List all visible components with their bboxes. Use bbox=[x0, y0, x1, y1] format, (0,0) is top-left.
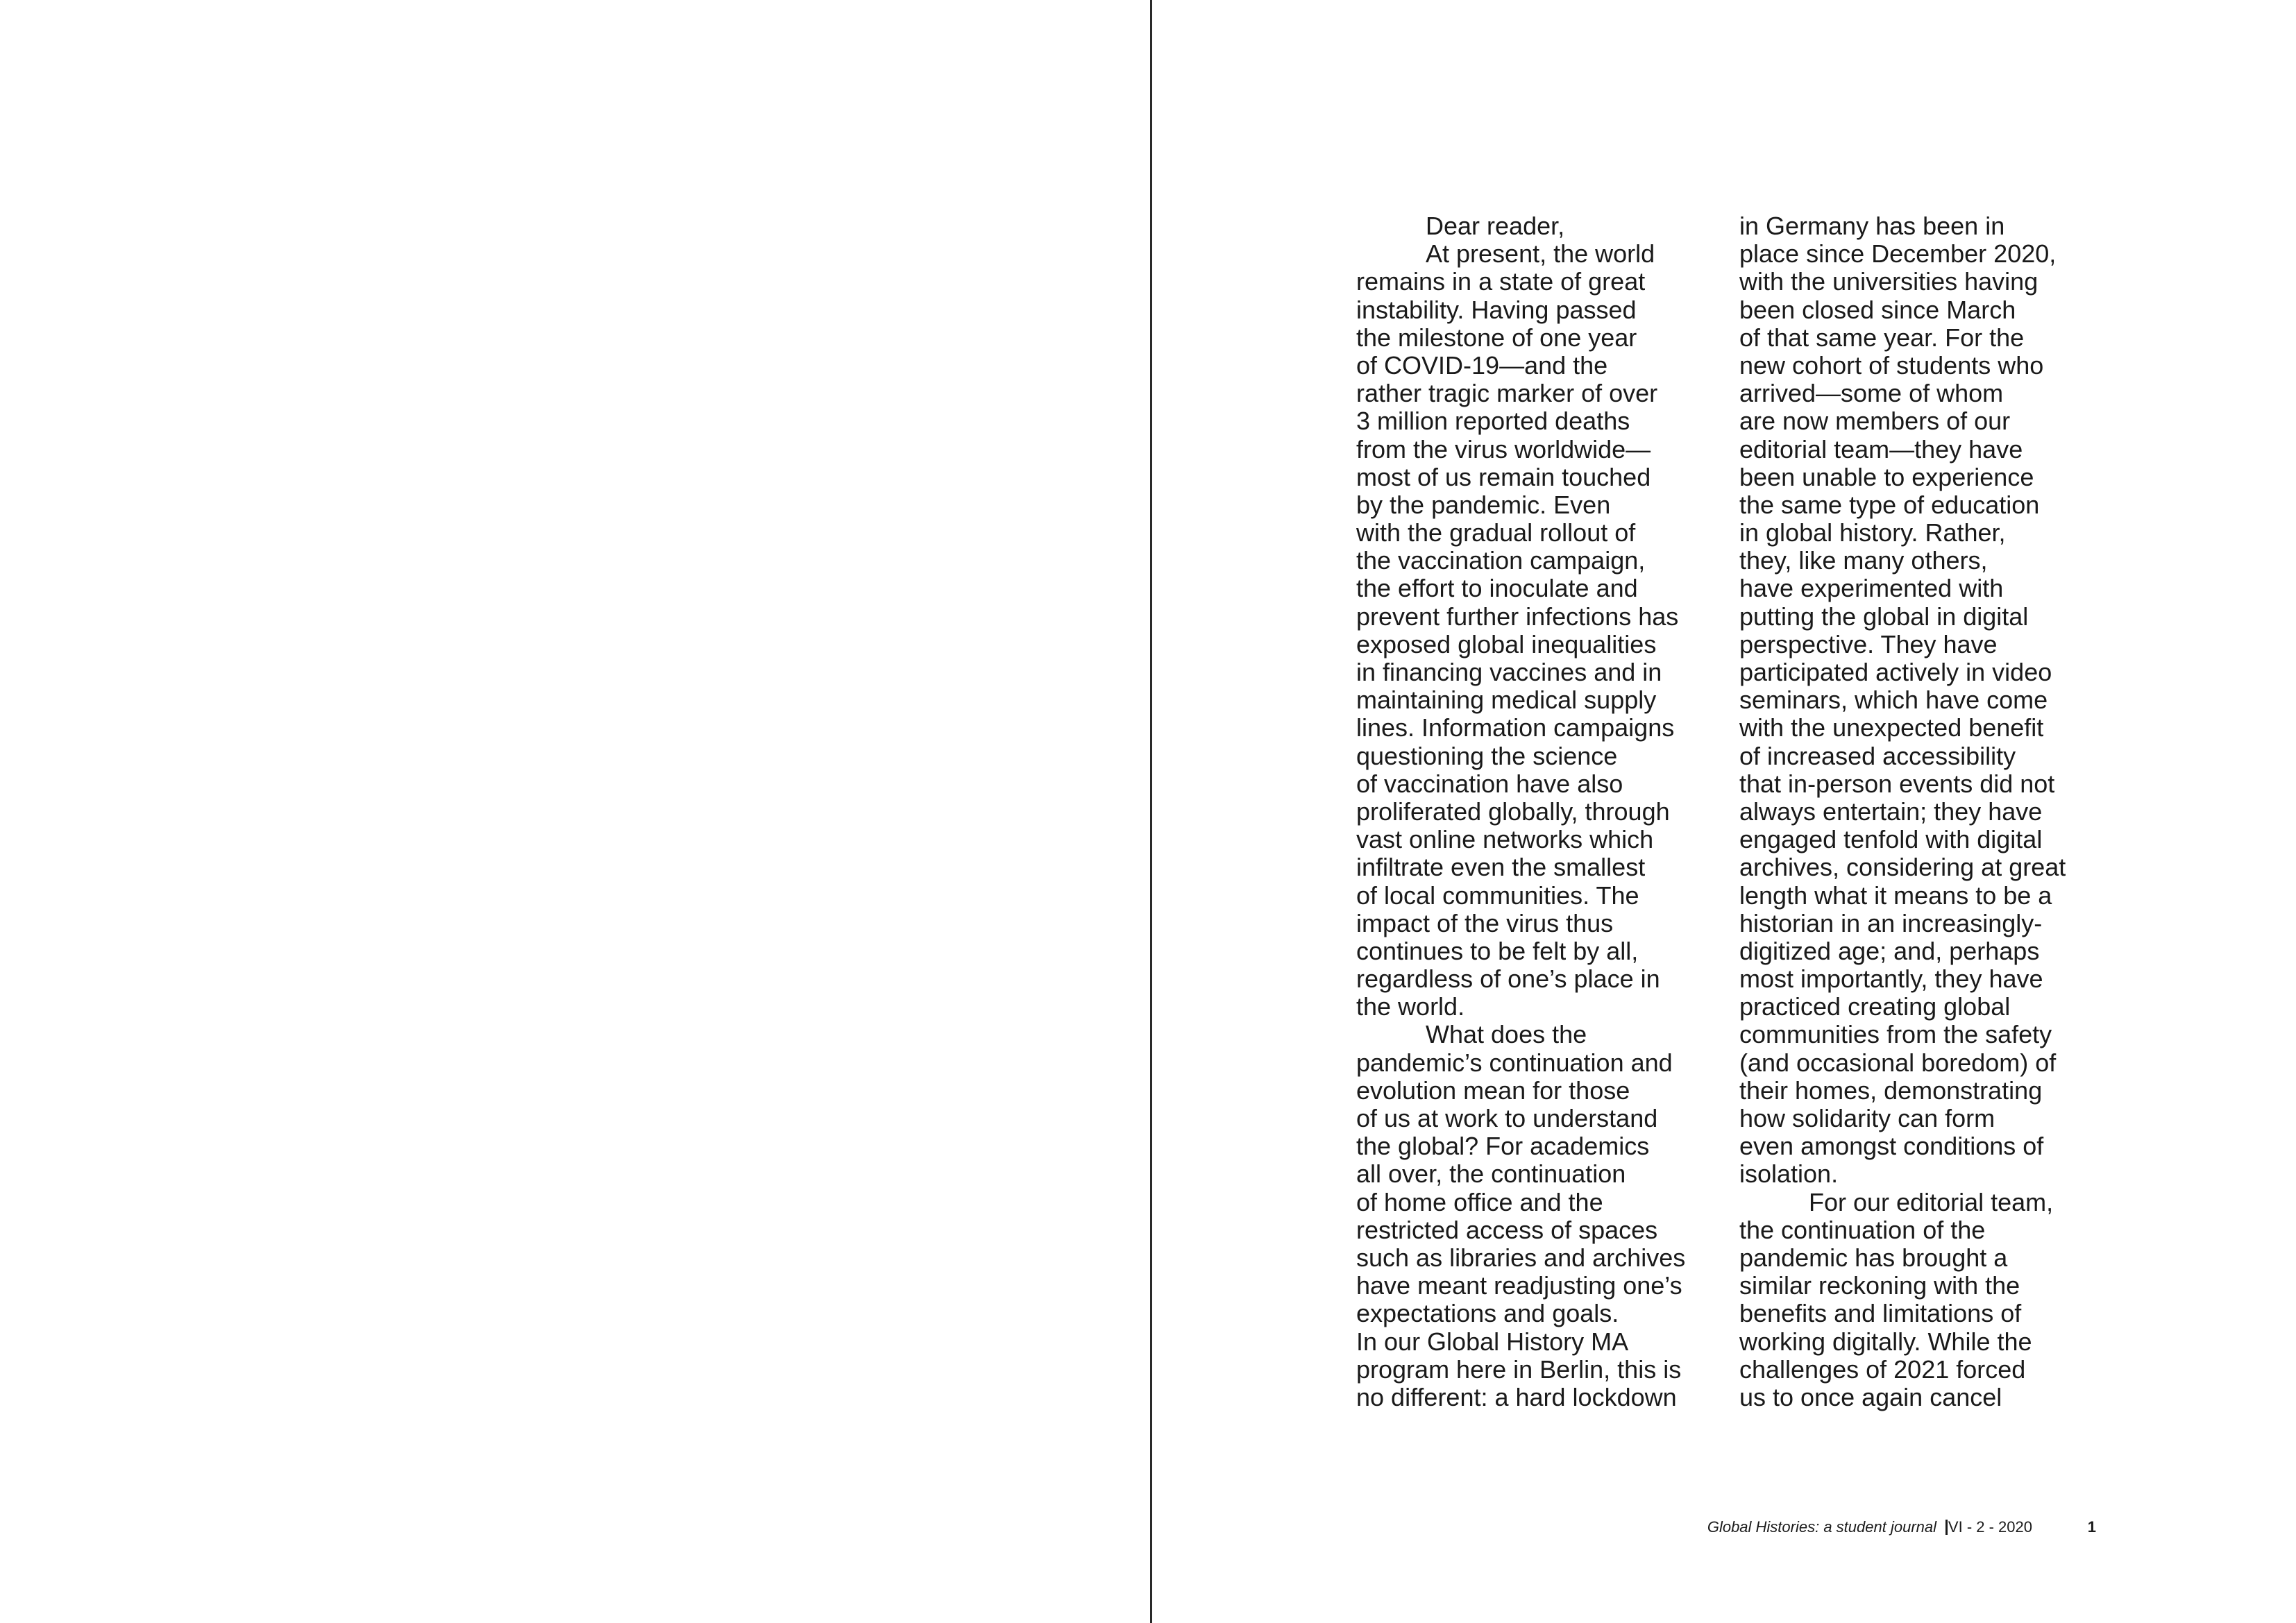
text-line: most of us remain touched bbox=[1356, 462, 1651, 491]
text-line: Dear reader, bbox=[1426, 212, 1565, 240]
text-line: continues to be felt by all, bbox=[1356, 936, 1639, 965]
text-line: the global? For academics bbox=[1356, 1132, 1650, 1161]
text-line: participated actively in video bbox=[1739, 658, 2052, 686]
text-line: What does the bbox=[1426, 1020, 1587, 1049]
text-line: digitized age; and, perhaps bbox=[1739, 936, 2040, 965]
text-line: in financing vaccines and in bbox=[1356, 658, 1662, 686]
text-line: benefits and limitations of bbox=[1739, 1299, 2022, 1328]
text-line: pandemic has brought a bbox=[1739, 1243, 2008, 1272]
text-line: proliferated globally, through bbox=[1356, 797, 1670, 826]
text-line: maintaining medical supply bbox=[1356, 686, 1657, 715]
text-line: For our editorial team, bbox=[1809, 1187, 2054, 1216]
text-line: regardless of one’s place in bbox=[1356, 965, 1660, 994]
footer-separator bbox=[1945, 1520, 1948, 1535]
text-line: of increased accessibility bbox=[1739, 741, 2016, 770]
text-line: that in-person events did not bbox=[1739, 769, 2055, 798]
text-line: new cohort of students who bbox=[1739, 350, 2044, 380]
text-line: with the universities having bbox=[1739, 267, 2038, 296]
text-line: prevent further infections has bbox=[1356, 602, 1679, 631]
text-line: editorial team—they have bbox=[1739, 434, 2023, 464]
text-line: in Germany has been in bbox=[1739, 212, 2005, 240]
text-line: questioning the science bbox=[1356, 741, 1618, 770]
journal-title: Global Histories: a student journal bbox=[1707, 1518, 1936, 1536]
text-line: their homes, demonstrating bbox=[1739, 1076, 2043, 1105]
text-line: of COVID-19—and the bbox=[1356, 350, 1608, 380]
text-line: even amongst conditions of bbox=[1739, 1132, 2044, 1161]
text-line: such as libraries and archives bbox=[1356, 1243, 1686, 1272]
text-line: with the unexpected benefit bbox=[1739, 713, 2044, 742]
book-spine-divider bbox=[1150, 0, 1152, 1623]
text-line: the milestone of one year bbox=[1356, 323, 1637, 352]
text-line: infiltrate even the smallest bbox=[1356, 853, 1646, 882]
text-line: have meant readjusting one’s bbox=[1356, 1271, 1682, 1300]
text-line: they, like many others, bbox=[1739, 546, 1988, 575]
text-line: are now members of our bbox=[1739, 407, 2011, 436]
text-line: of home office and the bbox=[1356, 1187, 1603, 1216]
text-line: working digitally. While the bbox=[1739, 1327, 2032, 1356]
text-line: of that same year. For the bbox=[1739, 323, 2025, 352]
text-line: been closed since March bbox=[1739, 295, 2016, 324]
text-line: of vaccination have also bbox=[1356, 769, 1623, 798]
text-line: evolution mean for those bbox=[1356, 1076, 1630, 1105]
text-line: the vaccination campaign, bbox=[1356, 546, 1646, 575]
text-line: vast online networks which bbox=[1356, 825, 1654, 854]
text-line: all over, the continuation bbox=[1356, 1159, 1626, 1189]
text-line: rather tragic marker of over bbox=[1356, 379, 1658, 408]
text-line: communities from the safety bbox=[1739, 1020, 2052, 1049]
text-line: engaged tenfold with digital bbox=[1739, 825, 2043, 854]
text-line: from the virus worldwide— bbox=[1356, 434, 1651, 464]
text-line: length what it means to be a bbox=[1739, 881, 2052, 910]
text-line: of us at work to understand bbox=[1356, 1104, 1658, 1132]
text-line: isolation. bbox=[1739, 1159, 1839, 1189]
text-line: In our Global History MA bbox=[1356, 1327, 1629, 1356]
left-text-column bbox=[1356, 212, 1685, 1411]
text-line: impact of the virus thus bbox=[1356, 908, 1614, 937]
text-line: 3 million reported deaths bbox=[1356, 407, 1630, 436]
text-line: been unable to experience bbox=[1739, 462, 2034, 491]
text-line: pandemic’s continuation and bbox=[1356, 1048, 1673, 1077]
text-line: program here in Berlin, this is bbox=[1356, 1354, 1682, 1384]
right-text-column bbox=[1739, 212, 2066, 1411]
text-line: remains in a state of great bbox=[1356, 267, 1646, 296]
text-line: At present, the world bbox=[1426, 239, 1655, 269]
text-line: (and occasional boredom) of bbox=[1739, 1048, 2057, 1077]
page-number: 1 bbox=[2087, 1518, 2096, 1536]
text-line: have experimented with bbox=[1739, 574, 2004, 603]
text-line: arrived—some of whom bbox=[1739, 379, 2004, 408]
text-line: always entertain; they have bbox=[1739, 797, 2043, 826]
text-line: the continuation of the bbox=[1739, 1215, 1986, 1244]
text-line: perspective. They have bbox=[1739, 629, 1998, 658]
text-line: restricted access of spaces bbox=[1356, 1215, 1658, 1244]
text-line: expectations and goals. bbox=[1356, 1299, 1619, 1328]
text-line: archives, considering at great bbox=[1739, 853, 2066, 882]
text-line: how solidarity can form bbox=[1739, 1104, 1995, 1132]
text-line: similar reckoning with the bbox=[1739, 1271, 2020, 1300]
text-line: no different: a hard lockdown bbox=[1356, 1382, 1677, 1411]
text-line: seminars, which have come bbox=[1739, 686, 2048, 715]
text-line: historian in an increasingly- bbox=[1739, 908, 2043, 937]
text-line: most importantly, they have bbox=[1739, 965, 2043, 994]
text-line: us to once again cancel bbox=[1739, 1382, 2002, 1411]
text-line: instability. Having passed bbox=[1356, 295, 1637, 324]
text-line: with the gradual rollout of bbox=[1356, 518, 1636, 547]
text-line: the same type of education bbox=[1739, 490, 2040, 519]
text-line: exposed global inequalities bbox=[1356, 629, 1657, 658]
text-line: place since December 2020, bbox=[1739, 239, 2057, 269]
text-line: the effort to inoculate and bbox=[1356, 574, 1638, 603]
text-line: of local communities. The bbox=[1356, 881, 1639, 910]
issue-label: VI - 2 - 2020 bbox=[1948, 1518, 2032, 1536]
text-line: by the pandemic. Even bbox=[1356, 490, 1611, 519]
text-line: lines. Information campaigns bbox=[1356, 713, 1675, 742]
text-line: putting the global in digital bbox=[1739, 602, 2029, 631]
text-line: challenges of 2021 forced bbox=[1739, 1354, 2026, 1384]
page-footer bbox=[1659, 1517, 2096, 1538]
text-line: in global history. Rather, bbox=[1739, 518, 2006, 547]
text-line: the world. bbox=[1356, 992, 1465, 1021]
text-line: practiced creating global bbox=[1739, 992, 2011, 1021]
